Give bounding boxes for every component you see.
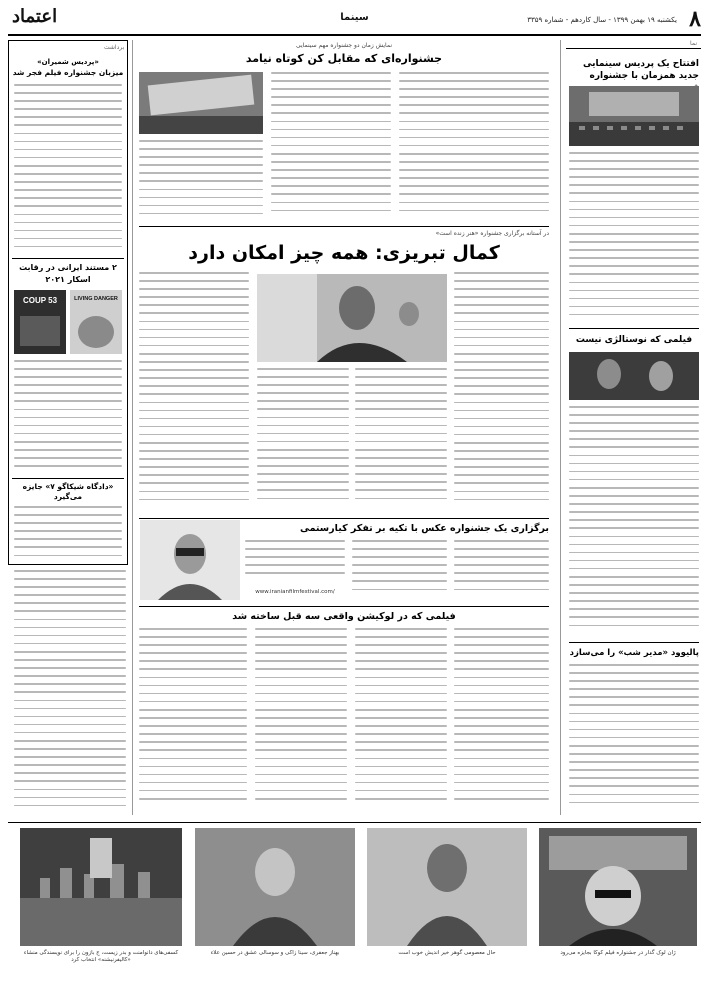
bottom-strip-rule	[8, 822, 701, 823]
location-body-col4	[139, 628, 247, 813]
top-story-body-col3	[139, 140, 263, 222]
right-story3-body	[569, 664, 699, 814]
film-still-photo	[569, 352, 699, 400]
left-story1-kicker: «پردیس شمیران»	[37, 58, 99, 66]
location-story-headline: فیلمی که در لوکیشن واقعی سه قبل ساخته شد	[232, 611, 456, 622]
right-story2-body	[569, 406, 699, 636]
festival-sign-photo	[139, 72, 263, 134]
photo-fest-body-col1	[454, 540, 549, 602]
right-story3-headline: پالیوود «مدیر شب» را می‌سازد	[569, 648, 699, 658]
poster-coup53-title: COUP 53	[22, 296, 58, 305]
poster-living-danger	[70, 290, 122, 354]
feature-headline: کمال تبریزی: همه چیز امکان دارد	[188, 242, 500, 264]
column-separator	[560, 40, 561, 815]
photo-caption-3: بهناز جعفری، سینا زاکی و سوسالی عشق در حسین علاء	[210, 950, 340, 956]
feature-body-col1	[454, 272, 549, 512]
column-separator	[132, 40, 133, 815]
kamal-tabrizi-photo	[257, 274, 447, 362]
behnaz-jafari-photo	[195, 828, 355, 946]
right-story1-body	[569, 152, 699, 322]
left-story2-body	[14, 360, 122, 475]
divider	[569, 328, 699, 329]
right-column-rule	[566, 48, 701, 49]
top-story-body-col2	[271, 72, 391, 222]
cinema-hall-photo	[569, 86, 699, 146]
festival-url[interactable]: www.iranianfilmfestival.com/	[255, 589, 335, 595]
masthead	[8, 6, 701, 36]
divider	[12, 258, 124, 259]
godard-photo	[539, 828, 697, 946]
photo-fest-headline: برگزاری یک جشنواره عکس با تکیه بر تفکر کیارستمی	[299, 523, 549, 534]
divider	[569, 642, 699, 643]
feature-body-col2	[355, 368, 447, 513]
left-story2-headline: ۲ مستند ایرانی در رقابت اسکار ۲۰۲۱	[19, 263, 117, 284]
kiarostami-photo	[140, 520, 240, 600]
gohar-photo	[367, 828, 527, 946]
poster-living-danger-title: LIVING DANGER	[74, 296, 118, 302]
location-top-rule	[139, 606, 549, 607]
top-story-kicker: نمایش زمان دو جشنواره مهم سینمایی	[295, 42, 392, 49]
left-story1-body	[14, 84, 122, 254]
photo-fest-top-rule	[139, 518, 549, 519]
feature-top-rule	[139, 226, 549, 227]
newspaper-logo: اعتماد	[12, 6, 58, 27]
location-body-col2	[355, 628, 447, 813]
feature-kicker: در آستانه برگزاری جشنواره «هنر زنده است»	[435, 230, 549, 237]
location-body-col1	[454, 628, 549, 813]
section-title: سینما	[340, 12, 369, 23]
photo-caption-2: حال معصومی گوهر خیر اندیش خوب است	[398, 950, 496, 956]
left-story3-headline: «دادگاه شیکاگو ۷» جایزه می‌گیرد	[22, 482, 114, 501]
feature-body-col4	[139, 272, 249, 512]
left-column-continuation	[14, 570, 126, 812]
poster-coup53	[14, 290, 66, 354]
left-story3-body	[14, 506, 122, 562]
photo-fest-body-col2	[352, 540, 447, 602]
page-number: ۸	[689, 6, 701, 32]
divider	[12, 478, 124, 479]
date-line: یکشنبه ۱۹ بهمن ۱۳۹۹ - سال کاردهم - شماره ۳۳۵۹	[527, 16, 677, 24]
feature-body-col3	[257, 368, 349, 513]
photo-fest-body-col3	[245, 540, 345, 584]
right-column-label: نما	[690, 40, 697, 47]
left-story1-headline: میزبان جشنواره فیلم فجر شد	[12, 68, 124, 77]
right-story2-headline: فیلمی که نوستالژی نیست	[575, 335, 693, 345]
left-column-label: برداشت	[104, 44, 125, 51]
right-story1-headline: افتتاح یک پردیس سینمایی جدید همزمان با جشنواره	[583, 59, 699, 81]
top-story-body-col1	[399, 72, 549, 222]
top-story-headline: جشنواره‌ای که مقابل کن کوتاه نیامد	[245, 52, 443, 65]
photo-caption-1: ژان لوک گدار در جشنواره فیلم کوکا بجایزه می‌رود	[560, 950, 676, 956]
location-body-col3	[255, 628, 347, 813]
documentary-photo	[20, 828, 182, 946]
photo-caption-4: کسفی‌های دانوامنت و بدر زیست، ج بازون را برای نویسندگی منشاء «کالیفرنیشنه» انتخاب کرد	[23, 950, 179, 963]
